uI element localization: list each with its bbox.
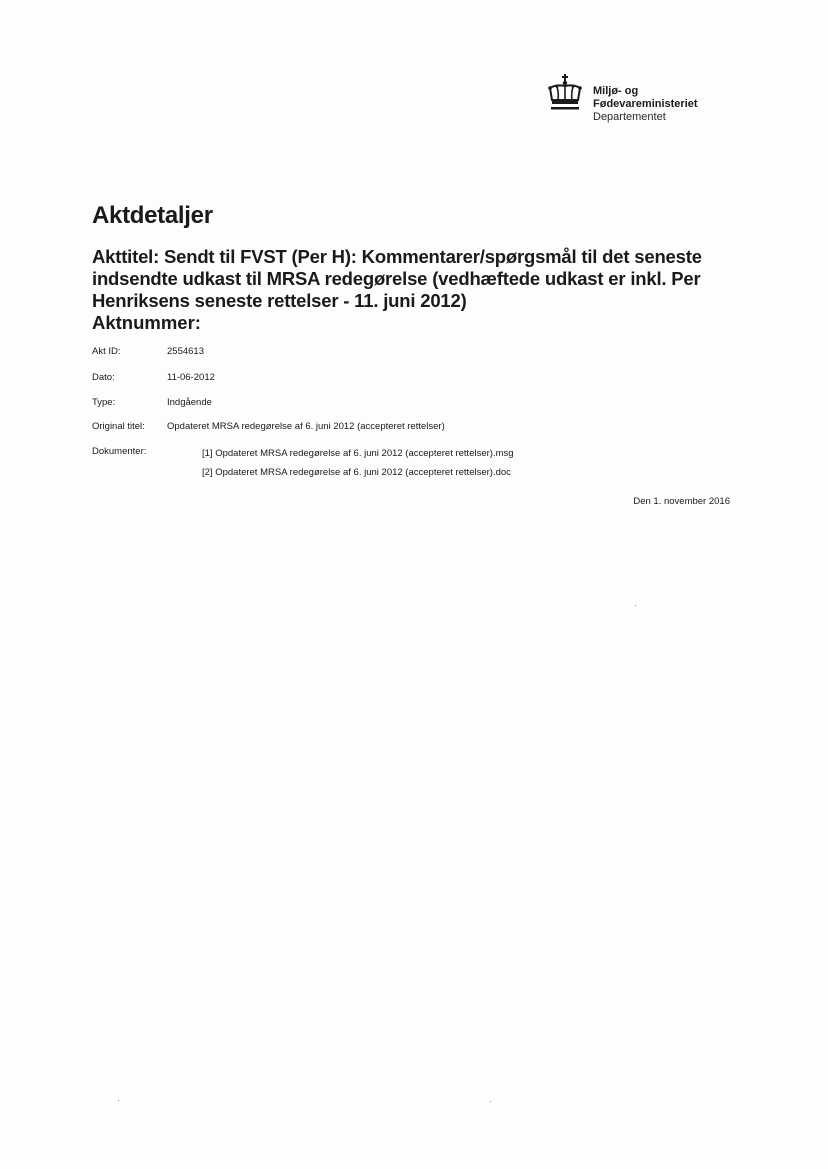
dato-value: 11-06-2012 — [167, 372, 215, 383]
scan-speck — [118, 1100, 119, 1101]
logo-text-line1: Miljø- og — [593, 85, 639, 97]
dato-label: Dato: — [92, 372, 115, 383]
logo-text-line3: Departementet — [593, 111, 666, 123]
document-link-1[interactable]: [1] Opdateret MRSA redegørelse af 6. juni 2012 (accepteret rettelser).msg — [202, 448, 514, 459]
type-label: Type: — [92, 397, 116, 408]
page-title: Aktdetaljer — [92, 202, 213, 229]
footer-date: Den 1. november 2016 — [633, 496, 730, 507]
akt-id-value: 2554613 — [167, 346, 204, 357]
type-value: Indgående — [167, 397, 212, 408]
crown-icon — [547, 74, 583, 112]
document-link-2[interactable]: [2] Opdateret MRSA redegørelse af 6. juni 2012 (accepteret rettelser).doc — [202, 467, 511, 478]
logo-text-line2: Fødevareministeriet — [593, 98, 698, 110]
scan-speck — [635, 605, 636, 606]
dokumenter-label: Dokumenter: — [92, 446, 147, 457]
scan-speck — [490, 1101, 491, 1102]
akt-id-label: Akt ID: — [92, 346, 121, 357]
akt-title: Akttitel: Sendt til FVST (Per H): Kommentarer/spørgsmål til det seneste indsendte udkast til MRSA redegørelse (vedhæftede udkast er inkl. Per Henriksens seneste rettelser - 11. juni 2012) — [92, 246, 702, 311]
ministry-logo — [547, 74, 747, 128]
original-titel-value: Opdateret MRSA redegørelse af 6. juni 2012 (accepteret rettelser) — [167, 421, 445, 432]
original-titel-label: Original titel: — [92, 421, 145, 432]
akt-number: Aktnummer: — [92, 312, 201, 333]
